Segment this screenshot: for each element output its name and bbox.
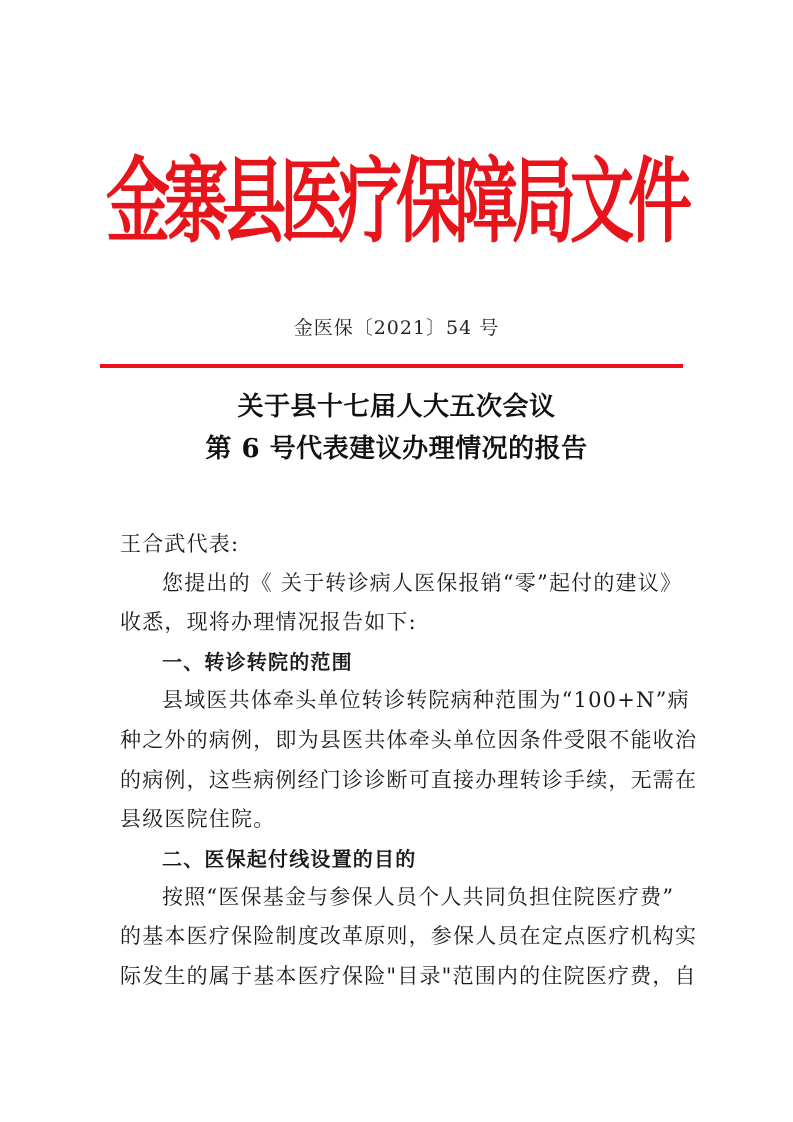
report-title-line-2: 第 6 号代表建议办理情况的报告 xyxy=(205,434,588,464)
section-1-line-3: 的病例，这些病例经门诊诊断可直接办理转诊手续，无需在 xyxy=(120,768,698,792)
section-1-line-4: 县级医院住院。 xyxy=(120,807,276,831)
document-number: 金医保〔2021〕54 号 xyxy=(293,317,500,339)
masthead-title: 金寨县医疗保障局文件 xyxy=(106,149,686,257)
intro-paragraph-line-2: 收悉，现将办理情况报告如下: xyxy=(120,610,417,634)
section-2-line-2: 的基本医疗保险制度改革原则，参保人员在定点医疗机构实 xyxy=(120,924,698,948)
intro-paragraph-line-1: 您提出的《 关于转诊病人医保报销“零”起付的建议》 xyxy=(162,571,683,595)
section-1-line-1: 县域医共体牵头单位转诊转院病种范围为“100+N”病 xyxy=(162,688,690,712)
section-2-heading: 二、医保起付线设置的目的 xyxy=(162,847,417,871)
red-divider-line xyxy=(100,364,683,368)
section-1-line-2: 种之外的病例，即为县医共体牵头单位因条件受限不能收治 xyxy=(120,728,698,752)
section-2-line-3: 际发生的属于基本医疗保险"目录"范围内的住院医疗费，自 xyxy=(120,964,697,988)
section-2-line-1: 按照“医保基金与参保人员个人共同负担住院医疗费” xyxy=(162,885,675,909)
salutation: 王合武代表: xyxy=(120,532,240,556)
report-title-line-1: 关于县十七届人大五次会议 xyxy=(237,392,556,422)
section-1-heading: 一、转诊转院的范围 xyxy=(162,650,353,674)
